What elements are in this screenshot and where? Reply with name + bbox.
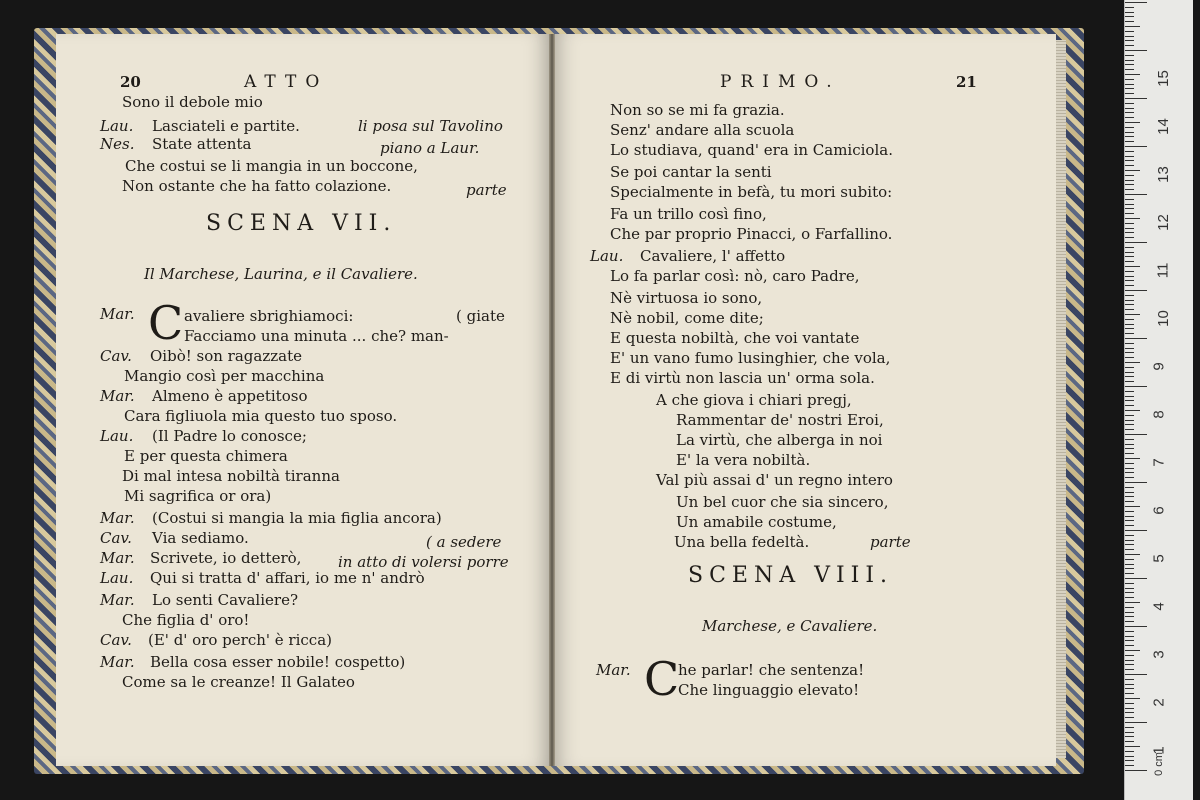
- verse-line: E questa nobiltà, che voi vantate: [610, 329, 860, 347]
- page-edges: [1056, 40, 1066, 758]
- ruler-tick: [1125, 424, 1134, 425]
- ruler-number: 6: [1150, 506, 1168, 515]
- verse-line: Senz' andare alla scuola: [610, 121, 795, 139]
- ruler-tick: [1125, 760, 1134, 761]
- stage-direction: ( a sedere: [426, 533, 502, 551]
- aria-line: Val più assai d' un regno intero: [656, 471, 893, 489]
- ruler-tick: [1125, 458, 1140, 459]
- verse-line: avaliere sbrighiamoci:: [184, 307, 354, 325]
- ruler-tick: [1125, 391, 1134, 392]
- verse-line: Scrivete, io detterò,: [150, 549, 302, 567]
- ruler-tick: [1125, 199, 1134, 200]
- ruler-tick: [1125, 477, 1134, 478]
- ruler-tick: [1125, 487, 1134, 488]
- ruler-tick: [1125, 607, 1134, 608]
- ruler-tick: [1125, 612, 1134, 613]
- ruler-unit-label: 0 cm: [1152, 752, 1165, 776]
- ruler-tick: [1125, 271, 1134, 272]
- ruler-tick: [1125, 7, 1134, 8]
- ruler-tick: [1125, 381, 1134, 382]
- verse-line: Facciamo una minuta ... che? man-: [184, 327, 449, 345]
- ruler-tick: [1125, 112, 1134, 113]
- verse-line: Via sediamo.: [152, 529, 249, 547]
- verse-line: (E' d' oro perch' è ricca): [148, 631, 332, 649]
- verse-line: Cavaliere, l' affetto: [640, 247, 786, 265]
- ruler-tick: [1125, 708, 1134, 709]
- ruler-number: 3: [1150, 650, 1168, 659]
- ruler-tick: [1125, 26, 1140, 27]
- ruler-tick: [1125, 693, 1134, 694]
- verse-line: Cara figliuola mia questo tuo sposo.: [124, 407, 398, 425]
- ruler-tick: [1125, 333, 1134, 334]
- speaker-label: Cav.: [100, 347, 132, 365]
- ruler-tick: [1125, 420, 1134, 421]
- ruler-tick: [1125, 660, 1134, 661]
- ruler-tick: [1125, 669, 1134, 670]
- verse-line: State attenta: [152, 135, 252, 153]
- verse-line: E' un vano fumo lusinghier, che vola,: [610, 349, 891, 367]
- right-running-head: PRIMO.: [720, 72, 841, 92]
- ruler-tick: [1125, 741, 1134, 742]
- ruler-tick: [1125, 160, 1134, 161]
- speaker-label: Nes.: [100, 135, 135, 153]
- ruler-tick: [1125, 496, 1134, 497]
- ruler-tick: [1125, 108, 1134, 109]
- ruler-tick: [1125, 583, 1134, 584]
- ruler-tick: [1125, 520, 1134, 521]
- stage-direction: in atto di volersi porre: [338, 553, 509, 571]
- ruler-tick: [1125, 746, 1140, 747]
- scene-title: SCENA VIII.: [688, 563, 894, 588]
- ruler-tick: [1125, 261, 1134, 262]
- ruler-number: 13: [1154, 166, 1172, 183]
- ruler-tick: [1125, 242, 1147, 243]
- ruler-tick: [1125, 146, 1147, 147]
- ruler-tick: [1125, 492, 1134, 493]
- ruler-tick: [1125, 180, 1134, 181]
- ruler-tick: [1125, 252, 1134, 253]
- verse-line: Lasciateli e partite.: [152, 117, 300, 135]
- ruler-number: 14: [1154, 118, 1172, 135]
- ruler-number: 15: [1154, 70, 1172, 87]
- ruler-tick: [1125, 592, 1134, 593]
- ruler-tick: [1125, 717, 1134, 718]
- ruler-tick: [1125, 21, 1134, 22]
- verse-line: Lo studiava, quand' era in Camiciola.: [610, 141, 893, 159]
- ruler-tick: [1125, 655, 1134, 656]
- ruler-number: 4: [1150, 602, 1168, 611]
- ruler-tick: [1125, 453, 1134, 454]
- ruler-tick: [1125, 597, 1134, 598]
- verse-line: Se poi cantar la senti: [610, 163, 772, 181]
- verse-line: Non so se mi fa grazia.: [610, 101, 785, 119]
- ruler-tick: [1125, 314, 1140, 315]
- ruler-tick: [1125, 372, 1134, 373]
- ruler-number: 9: [1150, 362, 1168, 371]
- speaker-label: Mar.: [100, 509, 135, 527]
- ruler-tick: [1125, 463, 1134, 464]
- verse-line: (Costui si mangia la mia figlia ancora): [152, 509, 442, 527]
- aria-line: Un amabile costume,: [676, 513, 837, 531]
- ruler-tick: [1125, 324, 1134, 325]
- ruler-tick: [1125, 328, 1134, 329]
- ruler-tick: [1125, 300, 1134, 301]
- ruler-tick: [1125, 343, 1134, 344]
- verse-line: Mangio così per macchina: [124, 367, 325, 385]
- ruler-tick: [1125, 266, 1140, 267]
- ruler-tick: [1125, 79, 1134, 80]
- aria-line: La virtù, che alberga in noi: [676, 431, 883, 449]
- speaker-label: Mar.: [100, 305, 135, 323]
- speaker-label: Mar.: [100, 591, 135, 609]
- drop-cap: C: [148, 296, 184, 350]
- ruler-number: 11: [1154, 262, 1172, 279]
- ruler-tick: [1125, 386, 1147, 387]
- ruler-tick: [1125, 247, 1134, 248]
- ruler-tick: [1125, 573, 1134, 574]
- ruler-tick: [1125, 103, 1134, 104]
- ruler-tick: [1125, 98, 1147, 99]
- ruler-tick: [1125, 415, 1134, 416]
- ruler-tick: [1125, 535, 1134, 536]
- scene-characters: Il Marchese, Laurina, e il Cavaliere.: [144, 265, 418, 283]
- ruler-tick: [1125, 621, 1134, 622]
- ruler-tick: [1125, 122, 1140, 123]
- verse-line: E per questa chimera: [124, 447, 288, 465]
- ruler-tick: [1125, 141, 1134, 142]
- ruler-tick: [1125, 367, 1134, 368]
- ruler-tick: [1125, 501, 1134, 502]
- ruler-tick: [1125, 319, 1134, 320]
- verse-line: Qui si tratta d' affari, io me n' andrò: [150, 569, 425, 587]
- ruler-number: 7: [1150, 458, 1168, 467]
- ruler-tick: [1125, 684, 1134, 685]
- ruler-tick: [1125, 64, 1134, 65]
- ruler-number: 1: [1150, 746, 1168, 755]
- ruler-tick: [1125, 698, 1140, 699]
- right-page-number: 21: [956, 73, 977, 91]
- measurement-ruler: [1124, 0, 1193, 800]
- verse-line: Che linguaggio elevato!: [678, 681, 860, 699]
- ruler-tick: [1125, 770, 1147, 771]
- stage-direction: parte: [870, 533, 911, 551]
- ruler-tick: [1125, 74, 1140, 75]
- aria-line: A che giova i chiari pregj,: [656, 391, 852, 409]
- ruler-tick: [1125, 400, 1134, 401]
- ruler-tick: [1125, 151, 1134, 152]
- ruler-tick: [1125, 540, 1134, 541]
- verse-line: he parlar! che sentenza!: [678, 661, 865, 679]
- speaker-label: Mar.: [596, 661, 631, 679]
- ruler-tick: [1125, 511, 1134, 512]
- ruler-tick: [1125, 256, 1134, 257]
- verse-line: (Il Padre lo conosce;: [152, 427, 307, 445]
- ruler-tick: [1125, 554, 1140, 555]
- verse-line: Non ostante che ha fatto colazione.: [122, 177, 392, 195]
- ruler-tick: [1125, 525, 1134, 526]
- ruler-tick: [1125, 645, 1134, 646]
- ruler-tick: [1125, 703, 1134, 704]
- verse-line: Lo fa parlar così: nò, caro Padre,: [610, 267, 860, 285]
- speaker-label: Cav.: [100, 631, 132, 649]
- ruler-tick: [1125, 280, 1134, 281]
- ruler-tick: [1125, 468, 1134, 469]
- ruler-tick: [1125, 549, 1134, 550]
- ruler-tick: [1125, 448, 1134, 449]
- ruler-tick: [1125, 2, 1147, 3]
- ruler-number: 10: [1154, 310, 1172, 327]
- ruler-tick: [1125, 276, 1134, 277]
- stage-direction: li posa sul Tavolino: [358, 117, 503, 135]
- ruler-tick: [1125, 727, 1134, 728]
- ruler-tick: [1125, 516, 1134, 517]
- verse-line: Fa un trillo così fino,: [610, 205, 767, 223]
- ruler-tick: [1125, 722, 1147, 723]
- ruler-tick: [1125, 304, 1134, 305]
- ruler-tick: [1125, 732, 1134, 733]
- ruler-tick: [1125, 16, 1134, 17]
- speaker-label: Lau.: [100, 117, 134, 135]
- ruler-tick: [1125, 290, 1147, 291]
- ruler-tick: [1125, 568, 1134, 569]
- ruler-tick: [1125, 132, 1134, 133]
- ruler-tick: [1125, 602, 1140, 603]
- ruler-tick: [1125, 439, 1134, 440]
- ruler-tick: [1125, 184, 1134, 185]
- ruler-tick: [1125, 295, 1134, 296]
- ruler-tick: [1125, 751, 1134, 752]
- speaker-label: Lau.: [590, 247, 624, 265]
- ruler-tick: [1125, 285, 1134, 286]
- ruler-tick: [1125, 170, 1140, 171]
- ruler-tick: [1125, 756, 1134, 757]
- left-running-head: ATTO: [244, 72, 329, 92]
- ruler-number: 12: [1154, 214, 1172, 231]
- ruler-tick: [1125, 88, 1134, 89]
- speaker-label: Mar.: [100, 653, 135, 671]
- verse-line: Nè virtuosa io sono,: [610, 289, 763, 307]
- ruler-tick: [1125, 228, 1134, 229]
- ruler-tick: [1125, 50, 1147, 51]
- ruler-tick: [1125, 45, 1134, 46]
- stage-direction: parte: [466, 181, 507, 199]
- book-gutter: [549, 34, 555, 766]
- ruler-tick: [1125, 357, 1134, 358]
- speaker-label: Lau.: [100, 427, 134, 445]
- ruler-tick: [1125, 362, 1140, 363]
- ruler-tick: [1125, 506, 1140, 507]
- ruler-tick: [1125, 396, 1134, 397]
- ruler-tick: [1125, 31, 1134, 32]
- scene-characters: Marchese, e Cavaliere.: [702, 617, 878, 635]
- verse-line: Nè nobil, come dite;: [610, 309, 764, 327]
- ruler-tick: [1125, 156, 1134, 157]
- ruler-tick: [1125, 232, 1134, 233]
- ruler-tick: [1125, 444, 1134, 445]
- ruler-tick: [1125, 636, 1134, 637]
- ruler-number: 2: [1150, 698, 1168, 707]
- ruler-tick: [1125, 194, 1147, 195]
- verse-line: Che figlia d' oro!: [122, 611, 250, 629]
- ruler-tick: [1125, 309, 1134, 310]
- ruler-number: 8: [1150, 410, 1168, 419]
- ruler-tick: [1125, 765, 1134, 766]
- left-page-number: 20: [120, 73, 141, 91]
- aria-line: E' la vera nobiltà.: [676, 451, 811, 469]
- ruler-tick: [1125, 530, 1147, 531]
- verse-line: Oibò! son ragazzate: [150, 347, 302, 365]
- ruler-tick: [1125, 69, 1134, 70]
- ruler-tick: [1125, 189, 1134, 190]
- verse-line: Specialmente in befà, tu mori subito:: [610, 183, 893, 201]
- ruler-tick: [1125, 405, 1134, 406]
- ruler-tick: [1125, 616, 1134, 617]
- ruler-tick: [1125, 36, 1134, 37]
- ruler-tick: [1125, 352, 1134, 353]
- ruler-number: 5: [1150, 554, 1168, 563]
- ruler-tick: [1125, 626, 1147, 627]
- speaker-label: Mar.: [100, 387, 135, 405]
- ruler-tick: [1125, 117, 1134, 118]
- verse-line: Che costui se li mangia in un boccone,: [125, 157, 418, 175]
- ruler-tick: [1125, 60, 1134, 61]
- ruler-tick: [1125, 165, 1134, 166]
- speaker-label: Mar.: [100, 549, 135, 567]
- stage-direction: piano a Laur.: [380, 139, 480, 157]
- ruler-tick: [1125, 664, 1134, 665]
- drop-cap: C: [644, 652, 680, 706]
- verse-line: Lo senti Cavaliere?: [152, 591, 298, 609]
- speaker-label: Lau.: [100, 569, 134, 587]
- verse-overflow: ( giate: [456, 307, 505, 325]
- ruler-tick: [1125, 348, 1134, 349]
- ruler-tick: [1125, 588, 1134, 589]
- ruler-tick: [1125, 40, 1134, 41]
- ruler-tick: [1125, 84, 1134, 85]
- scene-title: SCENA VII.: [206, 211, 397, 236]
- ruler-tick: [1125, 204, 1134, 205]
- aria-line: Una bella fedeltà.: [674, 533, 810, 551]
- ruler-tick: [1125, 127, 1134, 128]
- ruler-tick: [1125, 688, 1134, 689]
- ruler-tick: [1125, 237, 1134, 238]
- ruler-tick: [1125, 218, 1140, 219]
- verse-line: Mi sagrifica or ora): [124, 487, 272, 505]
- ruler-tick: [1125, 429, 1134, 430]
- ruler-tick: [1125, 213, 1134, 214]
- ruler-tick: [1125, 175, 1134, 176]
- ruler-tick: [1125, 736, 1134, 737]
- ruler-tick: [1125, 410, 1140, 411]
- ruler-tick: [1125, 674, 1147, 675]
- verse-line: E di virtù non lascia un' orma sola.: [610, 369, 875, 387]
- ruler-tick: [1125, 482, 1147, 483]
- ruler-tick: [1125, 136, 1134, 137]
- verse-line: Almeno è appetitoso: [152, 387, 308, 405]
- ruler-tick: [1125, 376, 1134, 377]
- ruler-tick: [1125, 93, 1134, 94]
- verse-line: Che par proprio Pinacci, o Farfallino.: [610, 225, 893, 243]
- ruler-tick: [1125, 208, 1134, 209]
- ruler-tick: [1125, 564, 1134, 565]
- ruler-tick: [1125, 679, 1134, 680]
- ruler-tick: [1125, 650, 1140, 651]
- ruler-tick: [1125, 578, 1147, 579]
- ruler-tick: [1125, 338, 1147, 339]
- verse-line: Come sa le creanze! Il Galateo: [122, 673, 355, 691]
- verse-line: Sono il debole mio: [122, 93, 263, 111]
- ruler-tick: [1125, 55, 1134, 56]
- ruler-tick: [1125, 631, 1134, 632]
- ruler-tick: [1125, 544, 1134, 545]
- ruler-tick: [1125, 434, 1147, 435]
- speaker-label: Cav.: [100, 529, 132, 547]
- ruler-tick: [1125, 472, 1134, 473]
- verse-line: Di mal intesa nobiltà tiranna: [122, 467, 340, 485]
- ruler-tick: [1125, 640, 1134, 641]
- aria-line: Un bel cuor che sia sincero,: [676, 493, 889, 511]
- verse-line: Bella cosa esser nobile! cospetto): [150, 653, 406, 671]
- ruler-tick: [1125, 12, 1134, 13]
- ruler-tick: [1125, 712, 1134, 713]
- aria-line: Rammentar de' nostri Eroi,: [676, 411, 884, 429]
- ruler-tick: [1125, 223, 1134, 224]
- ruler-tick: [1125, 559, 1134, 560]
